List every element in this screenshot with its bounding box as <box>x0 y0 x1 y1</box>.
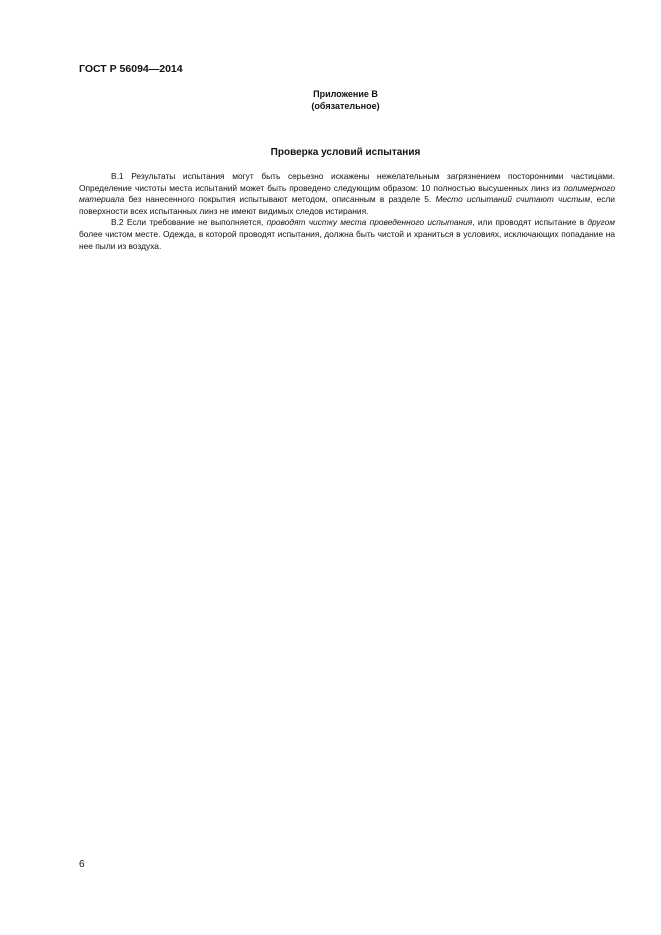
text-run: более чистом месте. Одежда, в которой проводят испытания, должна быть чистой и храниться в условиях, исключающих попадание на нее пыли из воздуха. <box>79 228 615 251</box>
emphasized-text: проводят чистку места проведенного испытания <box>266 217 473 228</box>
text-run: , или проводят испытание в <box>472 217 588 228</box>
emphasized-text: полимерного материала <box>79 182 615 205</box>
appendix-heading <box>0 88 661 112</box>
section-title: Проверка условий испытания <box>270 147 421 158</box>
document-body <box>79 171 615 252</box>
emphasized-text: Место испытаний считают чистым <box>435 194 591 205</box>
standard-id-header: ГОСТ Р 56094—2014 <box>79 63 183 75</box>
text-run: В.2 Если требование не выполняется, <box>111 217 267 228</box>
emphasized-text: другом <box>587 217 615 228</box>
page-number: 6 <box>79 859 85 870</box>
paragraph-b2 <box>79 217 615 252</box>
text-run: В.1 Результаты испытания могут быть серьезно искажены нежелательным загрязнением посторонними частицами. Определение чистоты места испытаний может быть проведено следующим образом: 10 полностью высушенных линз из <box>79 171 615 193</box>
appendix-title: Приложение В <box>313 89 378 99</box>
text-run: , если поверхности всех испытанных линз не имеют видимых следов истирания. <box>79 194 615 216</box>
text-run: без нанесенного покрытия испытывают методом, описанным в разделе 5. <box>124 194 436 205</box>
appendix-subtitle: (обязательное) <box>311 101 380 111</box>
paragraph-b1 <box>79 171 615 217</box>
